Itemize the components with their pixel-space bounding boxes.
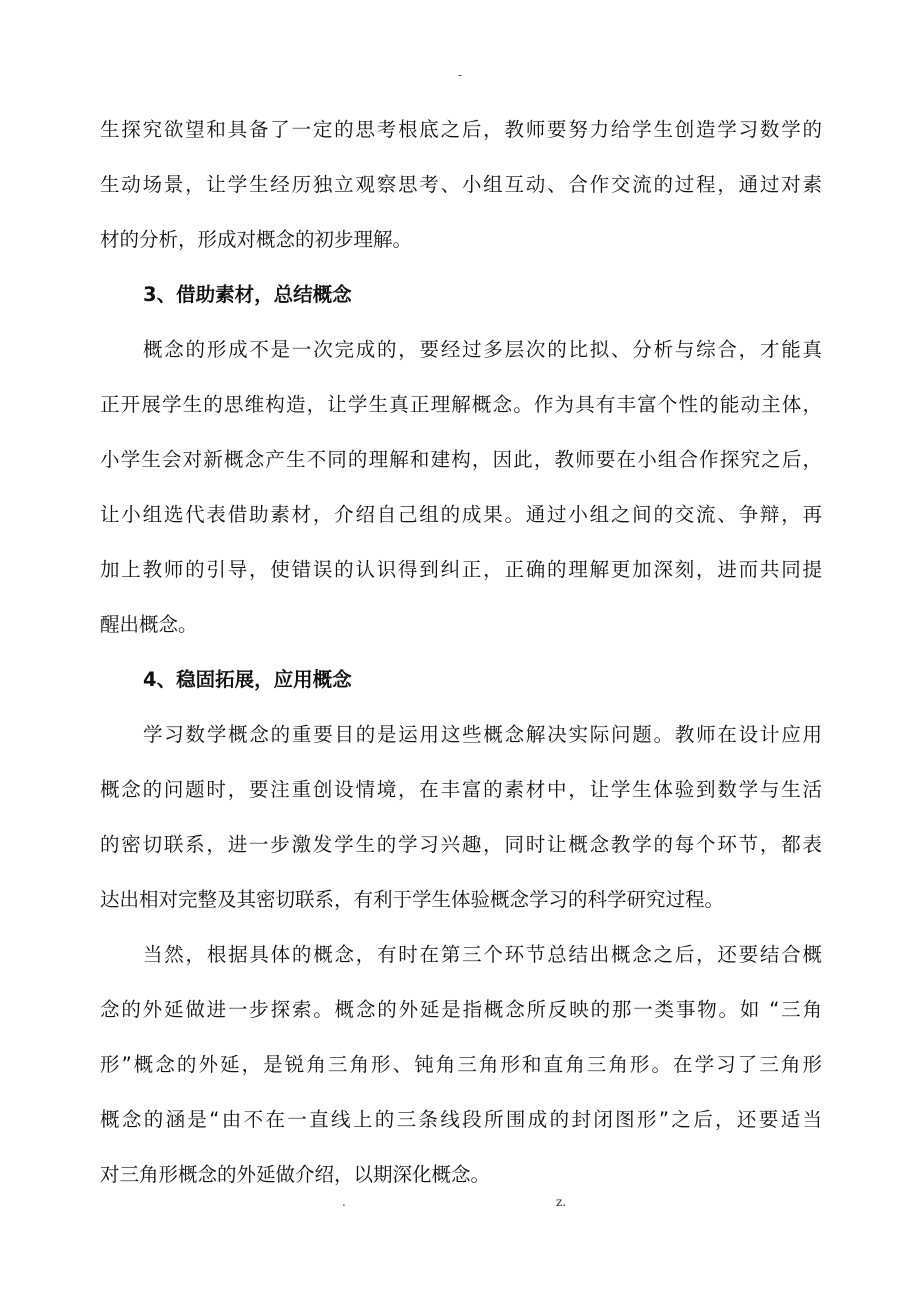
paragraph-concept-formation [100, 322, 822, 652]
section-heading-3: 3、借助素材，总结概念 [143, 283, 352, 306]
text-line: 形”概念的外延，是锐角三角形、钝角三角形和直角三角形。在学习了三角形 [100, 1053, 822, 1076]
text-line: 加上教师的引导，使错误的认识得到纠正，正确的理解更加深刻，进而共同提 [100, 558, 822, 581]
text-line: 达出相对完整及其密切联系，有利于学生体验概念学习的科学研究过程。 [100, 888, 725, 911]
text-line: 概念的问题时，要注重创设情境，在丰富的素材中，让学生体验到数学与生活 [100, 778, 822, 801]
text-line: 的密切联系，进一步激发学生的学习兴趣，同时让概念教学的每个环节，都表 [100, 833, 822, 856]
text-line: 学习数学概念的重要目的是运用这些概念解决实际问题。教师在设计应用 [143, 723, 822, 746]
text-line: 小学生会对新概念产生不同的理解和建构，因此，教师要在小组合作探究之后， [100, 448, 822, 471]
text-line: 当然，根据具体的概念，有时在第三个环节总结出概念之后，还要结合概 [143, 943, 822, 966]
page-footer [0, 1195, 920, 1215]
text-line: 念的外延做进一步探索。概念的外延是指概念所反映的那一类事物。如 “三角 [100, 998, 822, 1021]
footer-right-mark: z. [556, 1195, 567, 1209]
text-line: 生动场景，让学生经历独立观察思考、小组互动、合作交流的过程，通过对素 [100, 173, 822, 196]
paragraph-concept-application [100, 707, 822, 927]
document-body [100, 102, 822, 1202]
text-line: 对三角形概念的外延做介绍，以期深化概念。 [100, 1163, 491, 1186]
text-line: 正开展学生的思维构造，让学生真正理解概念。作为具有丰富个性的能动主体， [100, 393, 822, 416]
text-line: 醒出概念。 [100, 613, 198, 636]
text-line: 概念的涵是“由不在一直线上的三条线段所围成的封闭图形”之后，还要适当 [100, 1108, 822, 1131]
text-line: 概念的形成不是一次完成的，要经过多层次的比拟、分析与综合，才能真 [143, 338, 822, 361]
text-line: 让小组选代表借助素材，介绍自己组的成果。通过小组之间的交流、争辩，再 [100, 503, 822, 526]
text-line: 生探究欲望和具备了一定的思考根底之后，教师要努力给学生创造学习数学的 [100, 118, 822, 141]
paragraph-continuation [100, 102, 822, 267]
paragraph-concept-extension [100, 927, 822, 1202]
text-line: 材的分析，形成对概念的初步理解。 [100, 228, 413, 251]
footer-left-mark: . [342, 1195, 346, 1209]
section-heading-4: 4、稳固拓展，应用概念 [143, 668, 352, 691]
page-header-mark: - [457, 68, 463, 82]
